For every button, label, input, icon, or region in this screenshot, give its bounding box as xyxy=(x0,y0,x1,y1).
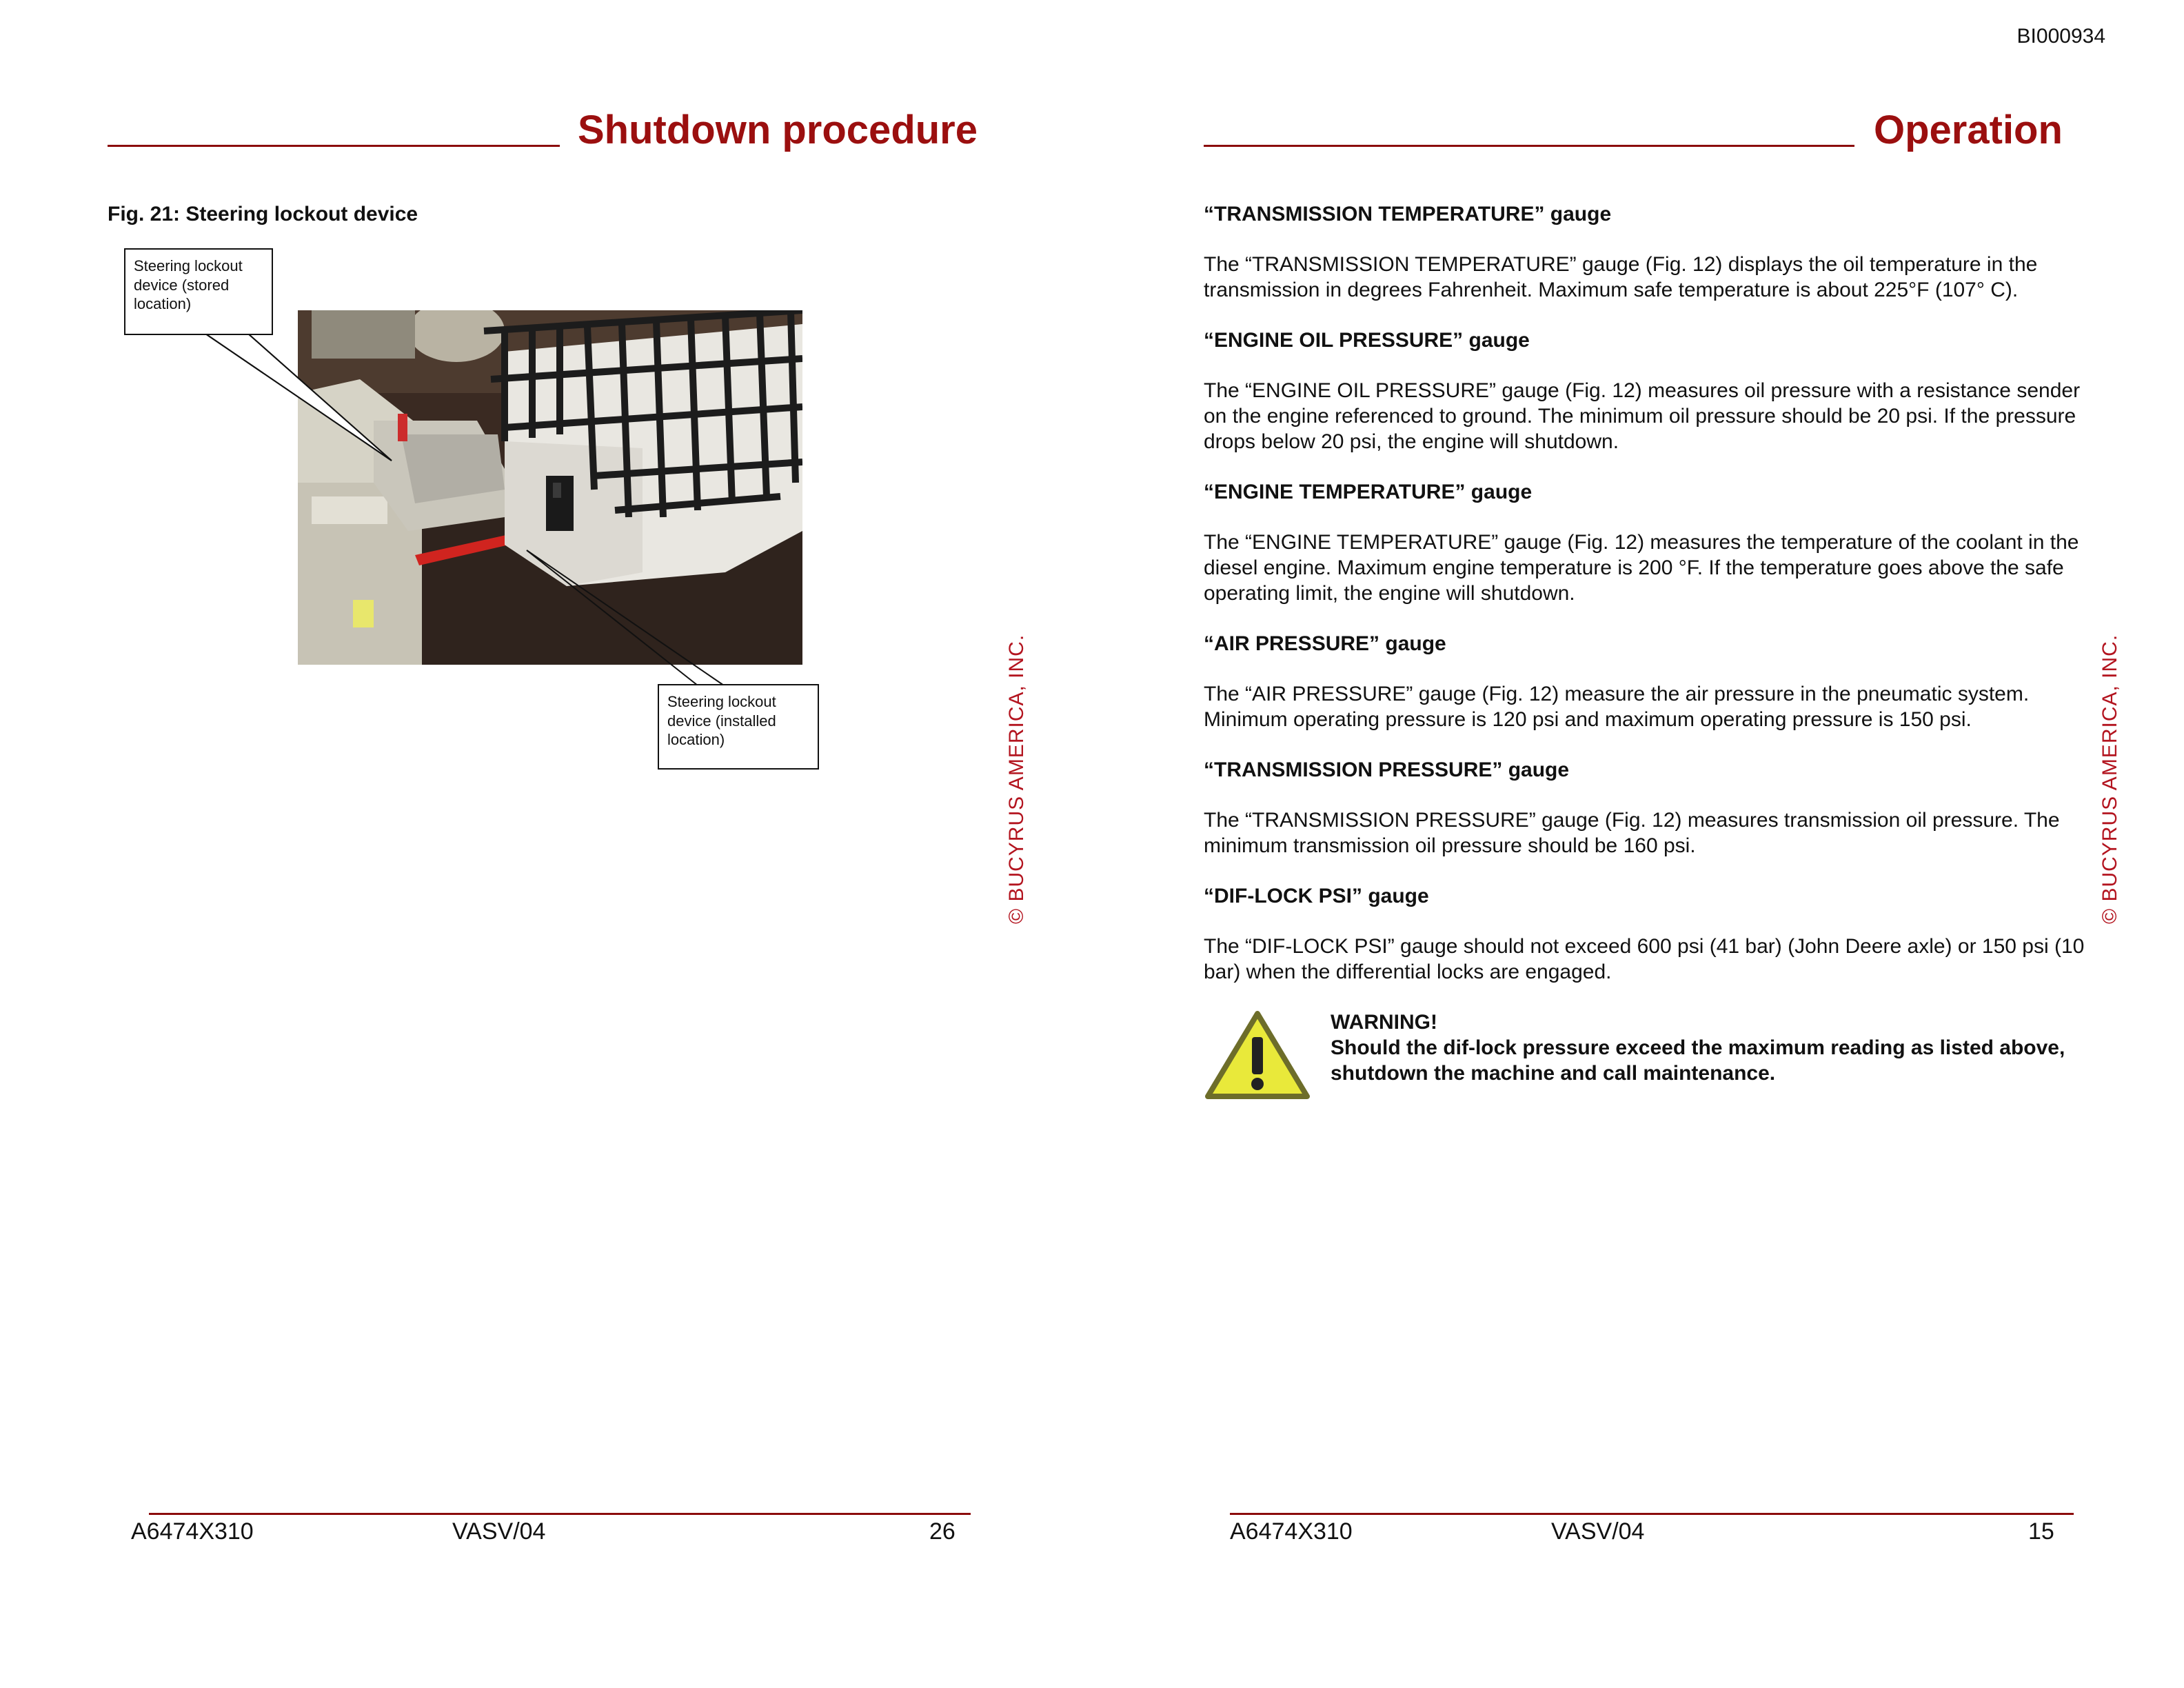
right-footer-rule xyxy=(1230,1513,2074,1515)
section-heading: “DIF-LOCK PSI” gauge xyxy=(1204,885,1429,907)
section-body: The “TRANSMISSION PRESSURE” gauge (Fig. 12) measures transmission oil pressure. The minimum transmission oil pressure should be 160 psi. xyxy=(1204,809,2060,857)
section-body: The “TRANSMISSION TEMPERATURE” gauge (Fig. 12) displays the oil temperature in the transmission in degrees Fahrenheit. Maximum safe temperature is about 225°F (107° C). xyxy=(1204,253,2038,301)
left-section-title: Shutdown procedure xyxy=(578,108,978,152)
section-heading: “ENGINE OIL PRESSURE” gauge xyxy=(1204,329,1530,352)
right-footer-page-number: 15 xyxy=(2028,1518,2054,1545)
right-footer-doc-number: A6474X310 xyxy=(1230,1518,1353,1545)
section-body: The “AIR PRESSURE” gauge (Fig. 12) measure the air pressure in the pneumatic system. Minimum operating pressure is 120 psi and maximum operating pressure is 150 psi. xyxy=(1204,683,2030,731)
section-heading: “AIR PRESSURE” gauge xyxy=(1204,632,1446,655)
section-body: The “ENGINE TEMPERATURE” gauge (Fig. 12) measures the temperature of the coolant in the diesel engine. Maximum engine temperature is 200 °F. If the temperature goes above the safe operating limit, the engine will shutdown. xyxy=(1204,531,2079,605)
left-footer-page-number: 26 xyxy=(929,1518,956,1545)
right-section-title: Operation xyxy=(1874,108,2063,152)
callout-stored-location: Steering lockout device (stored location) xyxy=(124,248,273,335)
right-header-rule xyxy=(1204,145,1854,147)
section-body: The “ENGINE OIL PRESSURE” gauge (Fig. 12) measures oil pressure with a resistance sender on the engine referenced to ground. The minimum oil pressure should be 20 psi. If the pressure drops below 20 psi, the engine will shutdown. xyxy=(1204,379,2081,453)
right-copyright: © BUCYRUS AMERICA, INC. xyxy=(2099,634,2121,924)
warning-icon xyxy=(1204,1009,1311,1108)
callout-installed-location: Steering lockout device (installed location) xyxy=(658,684,819,770)
left-footer-rule xyxy=(149,1513,971,1515)
right-footer-revision: VASV/04 xyxy=(1551,1518,1645,1545)
gauge-descriptions xyxy=(1204,201,2093,1108)
warning-title: WARNING! xyxy=(1331,1011,1437,1034)
section-heading: “TRANSMISSION PRESSURE” gauge xyxy=(1204,758,1570,781)
left-copyright: © BUCYRUS AMERICA, INC. xyxy=(1005,634,1028,924)
section-body: The “DIF-LOCK PSI” gauge should not exceed 600 psi (41 bar) (John Deere axle) or 150 psi (10 bar) when the differential locks are engaged. xyxy=(1204,935,2085,983)
document-id: BI000934 xyxy=(2016,25,2105,48)
left-footer-revision: VASV/04 xyxy=(452,1518,546,1545)
section-heading: “TRANSMISSION TEMPERATURE” gauge xyxy=(1204,203,1612,225)
callout-pointers xyxy=(0,0,965,827)
figure-caption: Fig. 21: Steering lockout device xyxy=(108,203,418,225)
left-footer-doc-number: A6474X310 xyxy=(131,1518,254,1545)
warning-text-block xyxy=(1331,1009,2093,1108)
section-heading: “ENGINE TEMPERATURE” gauge xyxy=(1204,481,1533,503)
warning-box xyxy=(1204,1009,2093,1108)
warning-message: Should the dif-lock pressure exceed the maximum reading as listed above, shutdown the machine and call maintenance. xyxy=(1331,1036,2065,1085)
